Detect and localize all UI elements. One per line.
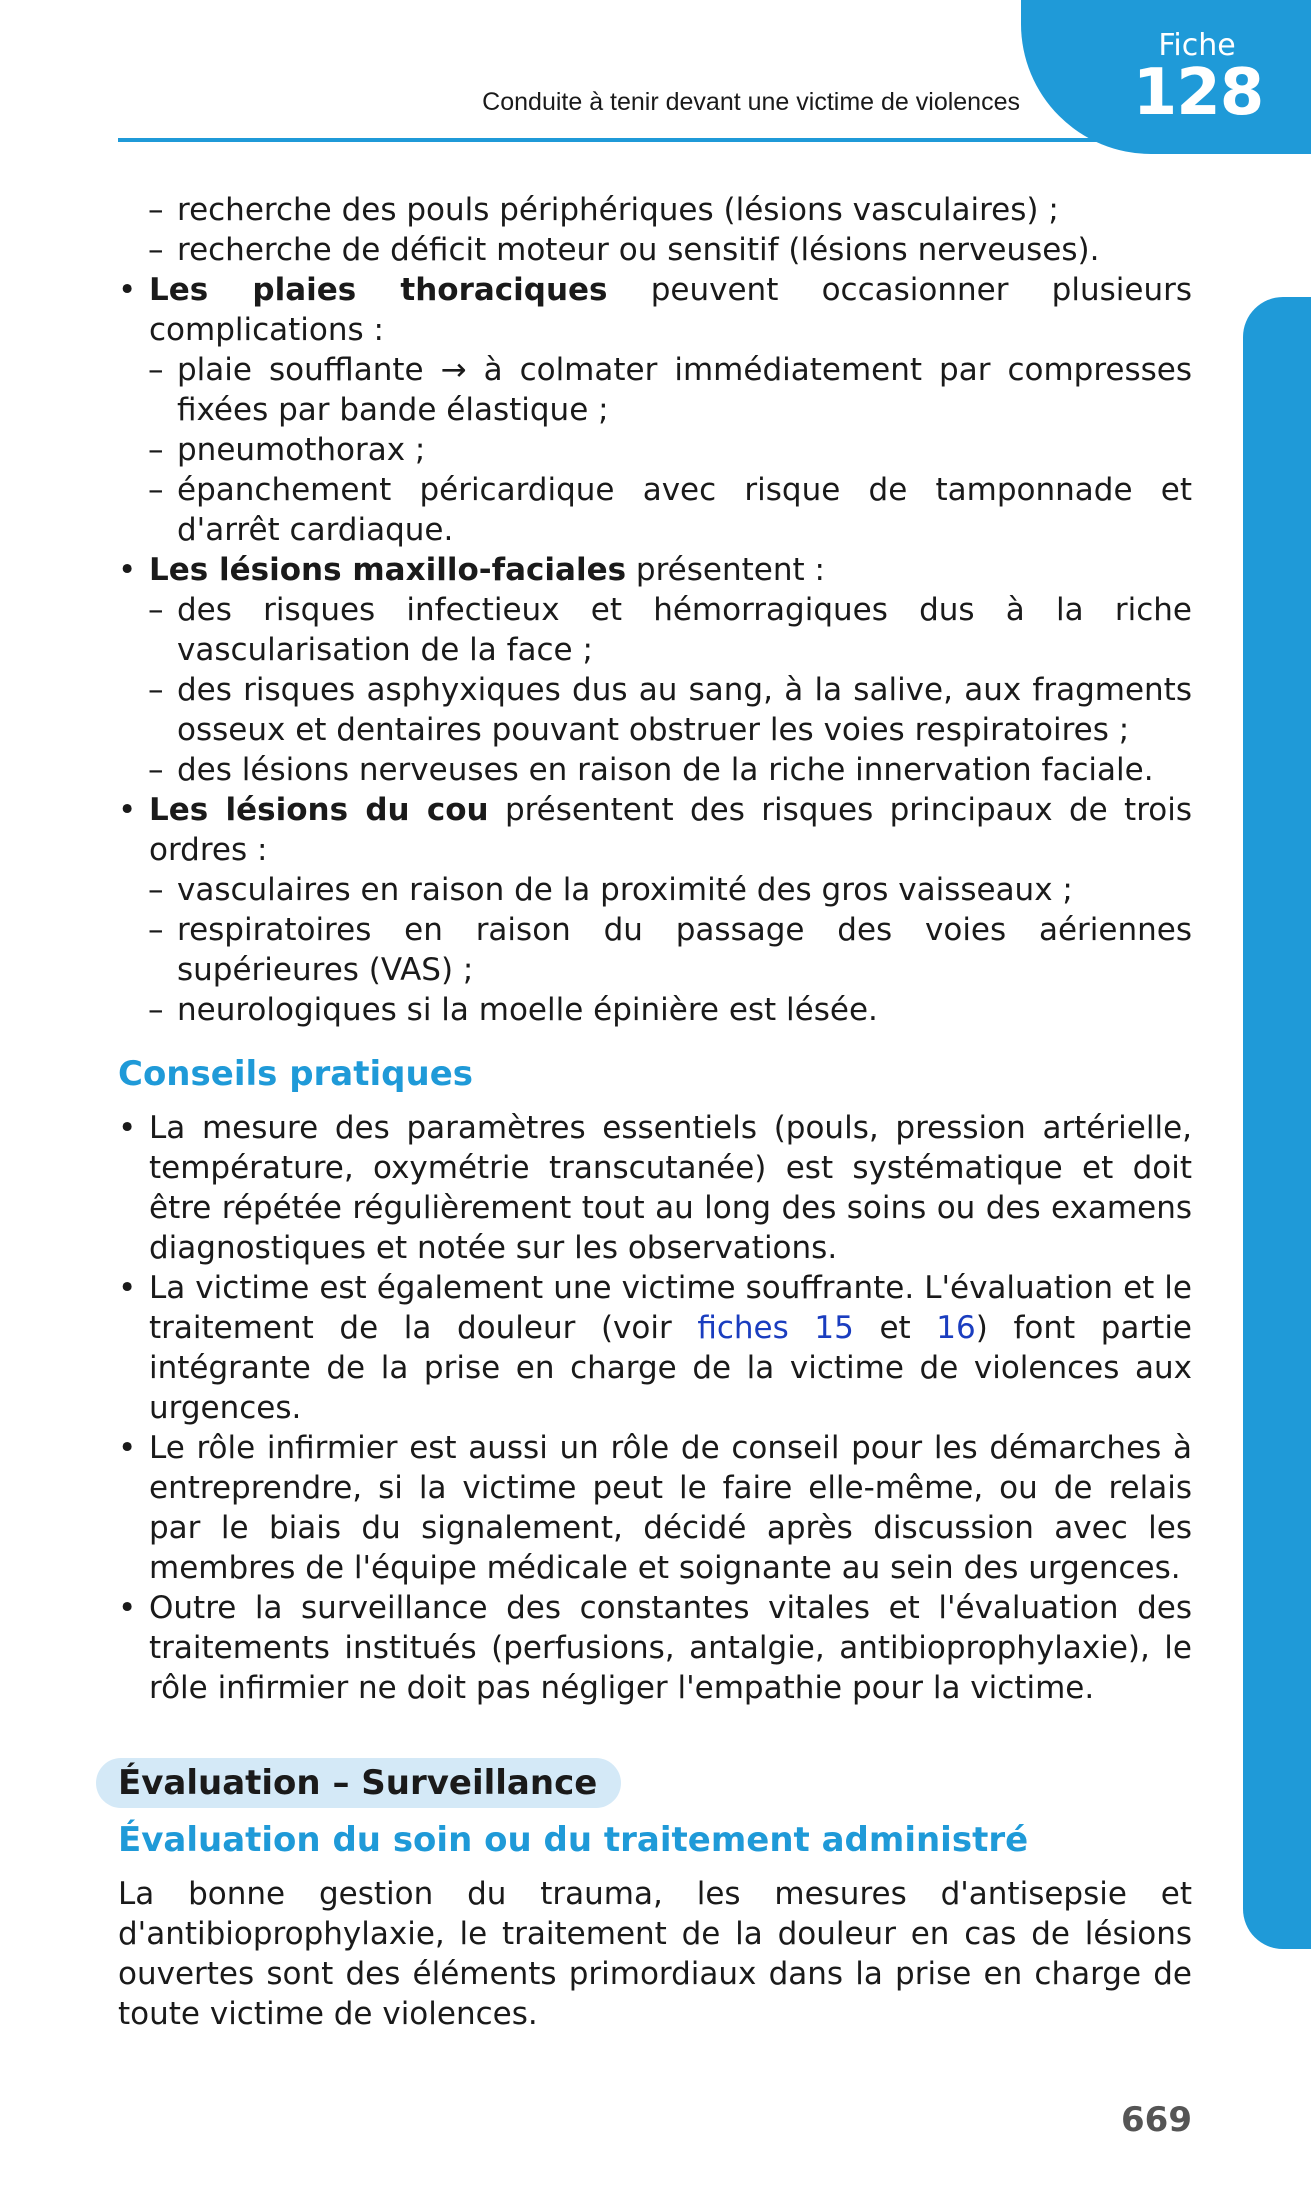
list-item: – des risques asphyxiques dus au sang, à la salive, aux fragments osseux et dentaires pouvant obstruer les voies respiratoires ; (118, 670, 1192, 750)
bullet-text: présentent des risques principaux de trois ordres : (149, 792, 1192, 868)
header-rule (118, 138, 1098, 142)
bullet-lead: Les plaies thoraciques (149, 272, 608, 308)
bullet-text: ) font partie intégrante de la prise en charge de la victime de violences aux urgences. (149, 1310, 1192, 1426)
list-item: – plaie soufflante → à colmater immédiatement par compresses fixées par bande élastique ; (118, 350, 1192, 430)
fiche-15-link[interactable]: fiches 15 (697, 1310, 854, 1346)
bullet-text: La victime est également une victime souffrante. L'évaluation et le traitement de la douleur (voir (149, 1270, 1192, 1346)
page-number: 669 (1121, 2100, 1192, 2140)
side-tab-label: Urgences médicolégales, médico-psychologiques et psychiatriques (1209, 726, 1236, 1500)
fiche-label: Fiche (1158, 28, 1236, 63)
bullet-item: • La mesure des paramètres essentiels (pouls, pression artérielle, température, oxymétrie transcutanée) est systématique et doit être répétée régulièrement tout au long des soins ou des examens diagnostiques et notée sur les observations. (118, 1108, 1192, 1268)
list-item: – des lésions nerveuses en raison de la riche innervation faciale. (118, 750, 1192, 790)
list-item: – épanchement péricardique avec risque de tamponnade et d'arrêt cardiaque. (118, 470, 1192, 550)
bullet-maxillo (118, 550, 1192, 590)
bullet-thorax (118, 270, 1192, 350)
list-item: – vasculaires en raison de la proximité des gros vaisseaux ; (118, 870, 1192, 910)
bullet-text: peuvent occasionner plusieurs complications : (149, 272, 1192, 348)
section-pill-evaluation: Évaluation – Surveillance (96, 1758, 621, 1808)
section-heading-evaluation: Évaluation du soin ou du traitement administré (118, 1820, 1029, 1860)
fiche-number: 128 (1132, 56, 1264, 130)
bullet-item: • Le rôle infirmier est aussi un rôle de conseil pour les démarches à entreprendre, si la victime peut le faire elle-même, ou de relais par le biais du signalement, décidé après discussion avec les membres de l'équipe médicale et soignante au sein des urgences. (118, 1428, 1192, 1588)
bullet-text: présentent : (626, 552, 825, 588)
evaluation-paragraph: La bonne gestion du trauma, les mesures d'antisepsie et d'antibioprophylaxie, le traitement de la douleur en cas de lésions ouvertes sont des éléments primordiaux dans la prise en charge de toute victime de violences. (118, 1876, 1192, 2032)
bullet-text: et (853, 1310, 937, 1346)
section-pill-wrap (118, 1758, 1192, 1808)
page-content (118, 190, 1192, 2034)
side-thumb-tab (1243, 297, 1311, 1949)
list-item: – recherche de déficit moteur ou sensitif (lésions nerveuses). (118, 230, 1192, 270)
bullet-item: • Outre la surveillance des constantes vitales et l'évaluation des traitements institués (perfusions, antalgie, antibioprophylaxie), le rôle infirmier ne doit pas négliger l'empathie pour la victime. (118, 1588, 1192, 1708)
bullet-lead: Les lésions maxillo-faciales (149, 552, 627, 588)
section-heading-conseils: Conseils pratiques (118, 1054, 473, 1094)
bullet-cou (118, 790, 1192, 870)
running-header-title: Conduite à tenir devant une victime de violences (482, 88, 1020, 116)
bullet-lead: Les lésions du cou (149, 792, 489, 828)
list-item: – neurologiques si la moelle épinière est lésée. (118, 990, 1192, 1030)
fiche-16-link[interactable]: 16 (936, 1310, 976, 1346)
bullet-item (118, 1268, 1192, 1428)
list-item: – pneumothorax ; (118, 430, 1192, 470)
list-item: – respiratoires en raison du passage des voies aériennes supérieures (VAS) ; (118, 910, 1192, 990)
list-item: – recherche des pouls périphériques (lésions vasculaires) ; (118, 190, 1192, 230)
list-item: – des risques infectieux et hémorragiques dus à la riche vascularisation de la face ; (118, 590, 1192, 670)
